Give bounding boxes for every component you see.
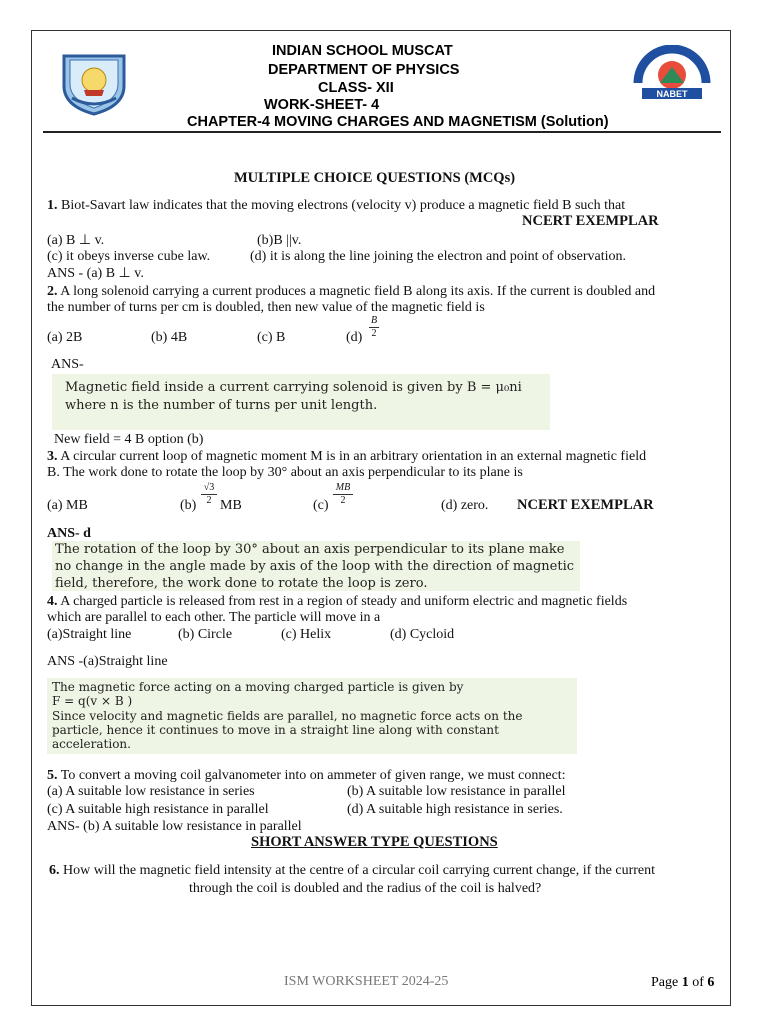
option-b: (b)B ||v. xyxy=(257,233,302,248)
option-b: (b) A suitable low resistance in parallel xyxy=(347,784,566,799)
school-name: INDIAN SCHOOL MUSCAT xyxy=(272,43,453,59)
answer: ANS -(a)Straight line xyxy=(47,654,168,669)
option-b: (b) 4B xyxy=(151,330,188,345)
answer-result: New field = 4 B option (b) xyxy=(54,432,204,447)
question-text: Biot-Savart law indicates that the moving electrons (velocity v) produce a magnetic field B such that xyxy=(61,198,626,213)
fraction-numerator: √3 xyxy=(203,482,215,493)
question-text-line2: through the coil is doubled and the radius of the coil is halved? xyxy=(189,881,542,896)
fraction-denominator: 2 xyxy=(340,495,346,506)
option-c: (c) Helix xyxy=(281,627,332,642)
question-text: A circular current loop of magnetic moment M is in an arbitrary orientation in an external magnetic field xyxy=(60,449,647,464)
option-d: (d) Cycloid xyxy=(390,627,455,642)
question-text: A long solenoid carrying a current produces a magnetic field B along its axis. If the current is doubled and xyxy=(60,284,656,299)
explanation-line: The rotation of the loop by 30° about an axis perpendicular to its plane make xyxy=(55,542,565,557)
question-text: A charged particle is released from rest in a region of steady and uniform electric and magnetic fields xyxy=(60,594,628,609)
svg-text:NABET: NABET xyxy=(656,89,688,99)
source-label: NCERT EXEMPLAR xyxy=(517,497,654,513)
section-heading-mcq: MULTIPLE CHOICE QUESTIONS (MCQs) xyxy=(234,170,516,186)
formula-line: F = q(v × B ) xyxy=(52,694,133,708)
nabet-logo xyxy=(630,45,714,101)
explanation-line: The magnetic force acting on a moving charged particle is given by xyxy=(52,680,464,694)
question-number: 2. xyxy=(47,284,58,299)
option-a: (a) B ⊥ v. xyxy=(47,233,105,248)
option-a: (a) 2B xyxy=(47,330,83,345)
answer-explanation-box xyxy=(47,678,577,754)
page-prefix: Page xyxy=(651,975,679,990)
fraction-mb-over-2 xyxy=(333,483,353,506)
worksheet-label: WORK-SHEET- 4 xyxy=(264,97,380,113)
option-a: (a)Straight line xyxy=(47,627,132,642)
explanation-line: particle, hence it continues to move in a straight line along with constant xyxy=(52,723,499,737)
option-c: (c) B xyxy=(257,330,286,345)
answer: ANS - (a) B ⊥ v. xyxy=(47,266,144,281)
section-heading-short: SHORT ANSWER TYPE QUESTIONS xyxy=(251,834,498,850)
explanation-line: field, therefore, the work done to rotate the loop is zero. xyxy=(55,576,428,591)
page-of: of xyxy=(692,975,704,990)
option-c: (c) A suitable high resistance in parallel xyxy=(47,802,269,817)
question-4 xyxy=(47,593,627,610)
fraction-numerator: MB xyxy=(335,482,351,493)
question-number: 1. xyxy=(47,198,58,213)
page-total: 6 xyxy=(707,975,715,990)
answer-explanation-box xyxy=(52,374,550,430)
option-a: (a) A suitable low resistance in series xyxy=(47,784,255,799)
question-2 xyxy=(47,283,655,300)
fraction-denominator: 2 xyxy=(371,328,377,339)
question-6 xyxy=(49,862,655,879)
explanation-line: no change in the angle made by axis of the loop with the direction of magnetic xyxy=(55,559,575,574)
fraction-sqrt3-over-2 xyxy=(201,483,217,506)
question-text-line2: B. The work done to rotate the loop by 30° about an axis perpendicular to its plane is xyxy=(47,465,523,480)
source-label: NCERT EXEMPLAR xyxy=(522,213,659,229)
fraction-b-over-2 xyxy=(369,316,379,339)
option-c: (c) it obeys inverse cube law. xyxy=(47,249,211,264)
question-text-line2: which are parallel to each other. The particle will move in a xyxy=(47,610,381,625)
question-number: 4. xyxy=(47,594,58,609)
answer-label: ANS- xyxy=(51,357,84,372)
question-number: 5. xyxy=(47,768,58,783)
option-d: (d) xyxy=(346,330,363,345)
option-b: (b) xyxy=(180,498,197,513)
footer-title: ISM WORKSHEET 2024-25 xyxy=(284,974,449,989)
explanation-line: acceleration. xyxy=(52,737,131,751)
option-d: (d) A suitable high resistance in series. xyxy=(347,802,563,817)
question-3 xyxy=(47,448,646,465)
option-b: (b) Circle xyxy=(178,627,233,642)
option-a: (a) MB xyxy=(47,498,88,513)
page-number xyxy=(651,974,714,991)
question-1 xyxy=(47,197,625,214)
question-text-line2: the number of turns per cm is doubled, then new value of the magnetic field is xyxy=(47,300,485,315)
option-b-suffix: MB xyxy=(220,498,242,513)
fraction-numerator: B xyxy=(370,315,378,326)
explanation-line: Magnetic field inside a current carrying solenoid is given by B = μ₀ni xyxy=(65,380,522,395)
question-number: 6. xyxy=(49,863,60,878)
option-d: (d) it is along the line joining the electron and point of observation. xyxy=(250,249,626,264)
page-current: 1 xyxy=(681,975,689,990)
question-text: To convert a moving coil galvanometer into on ammeter of given range, we must connect: xyxy=(60,768,566,783)
answer-explanation-box xyxy=(52,541,580,591)
department-name: DEPARTMENT OF PHYSICS xyxy=(268,62,460,78)
fraction-denominator: 2 xyxy=(206,495,212,506)
explanation-line: Since velocity and magnetic fields are parallel, no magnetic force acts on the xyxy=(52,709,523,723)
answer: ANS- d xyxy=(47,526,91,541)
question-text: How will the magnetic field intensity at the centre of a circular coil carrying current change, if the current xyxy=(63,863,656,878)
question-5 xyxy=(47,767,566,784)
header-divider xyxy=(43,131,721,133)
school-logo xyxy=(58,50,130,116)
answer: ANS- (b) A suitable low resistance in parallel xyxy=(47,819,302,834)
class-label: CLASS- XII xyxy=(318,80,394,96)
question-number: 3. xyxy=(47,449,58,464)
option-d: (d) zero. xyxy=(441,498,489,513)
option-c: (c) xyxy=(313,498,329,513)
explanation-line: where n is the number of turns per unit length. xyxy=(65,398,378,413)
chapter-title: CHAPTER-4 MOVING CHARGES AND MAGNETISM (Solution) xyxy=(187,114,609,130)
